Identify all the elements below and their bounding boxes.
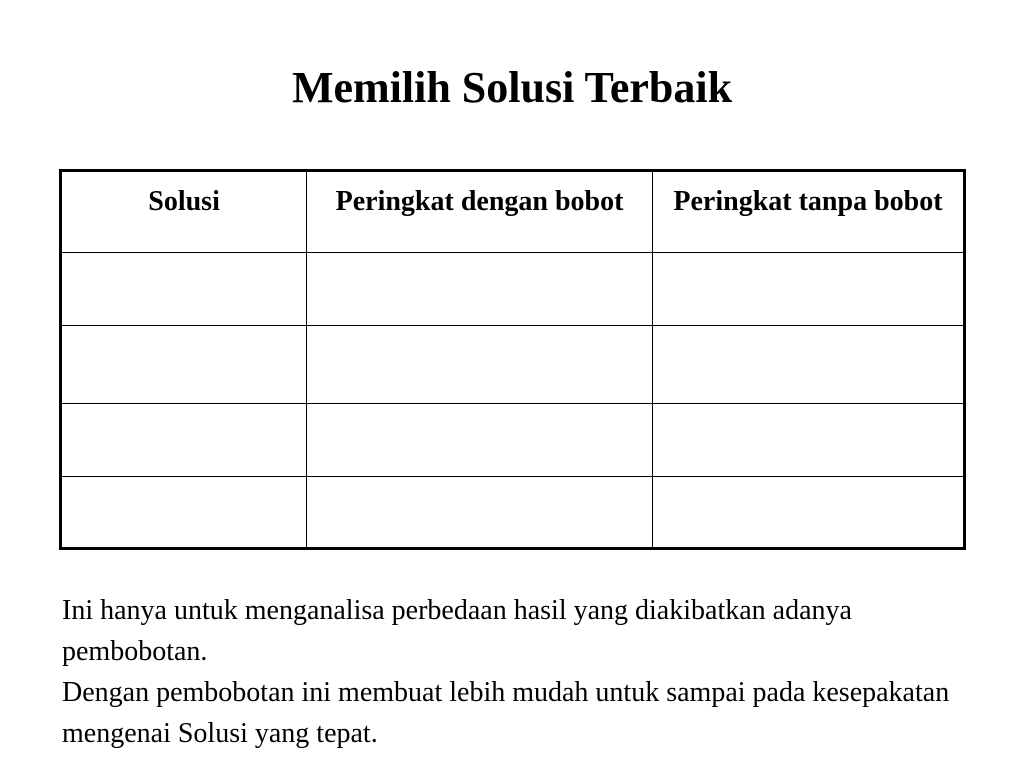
header-peringkat-tanpa-bobot: Peringkat tanpa bobot [652,171,964,253]
table-row [61,253,965,326]
table-row [61,326,965,404]
table-cell [652,404,964,477]
slide-notes [62,590,982,754]
table-cell [307,253,653,326]
note-paragraph: Dengan pembobotan ini membuat lebih mudah untuk sampai pada kesepakatan mengenai Solusi yang tepat. [62,677,950,749]
table-cell [61,477,307,549]
table-cell [61,326,307,404]
table-cell [61,404,307,477]
table-row [61,404,965,477]
comparison-table [59,169,966,550]
note-paragraph: Ini hanya untuk menganalisa perbedaan hasil yang diakibatkan adanya pembobotan. [62,595,852,667]
table-cell [652,326,964,404]
table-row [61,477,965,549]
table-cell [307,326,653,404]
table-cell [652,253,964,326]
table-header-row [61,171,965,253]
header-peringkat-dengan-bobot: Peringkat dengan bobot [307,171,653,253]
table-cell [61,253,307,326]
table-cell [652,477,964,549]
header-solusi: Solusi [61,171,307,253]
slide-title: Memilih Solusi Terbaik [291,63,733,112]
table-cell [307,477,653,549]
table-cell [307,404,653,477]
